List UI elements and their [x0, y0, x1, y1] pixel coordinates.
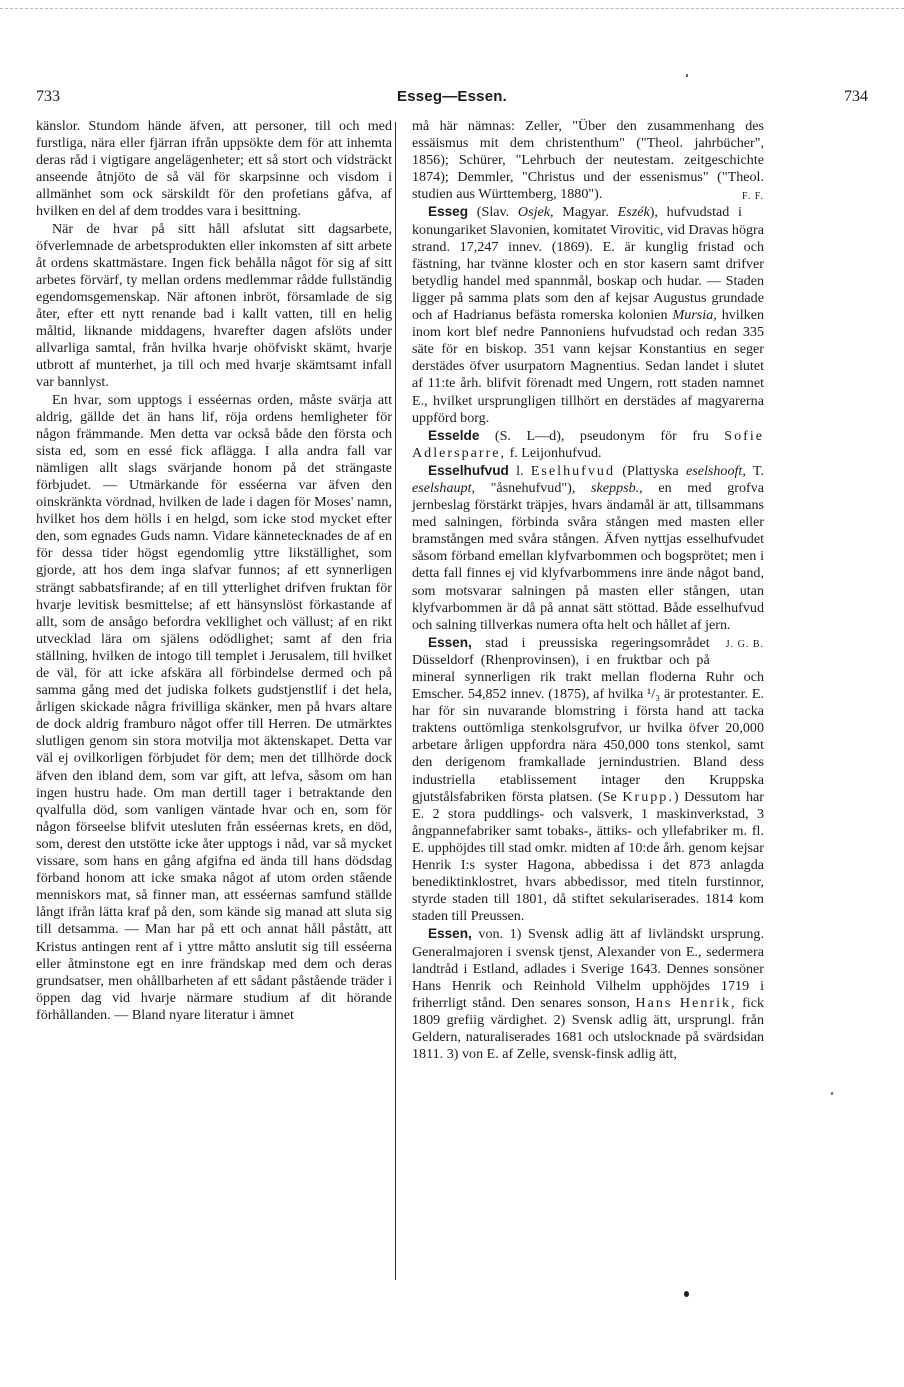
headword-essen: Essen,	[428, 634, 472, 650]
page-number-right: 734	[844, 88, 868, 105]
paragraph: När de hvar på sitt håll afslutat sitt dagsarbete, öfverlemnade de arbetsprodukten eller inkomsten af sitt arbete åt ordens skattmästare. Ingen fick behålla något för sig af sitt arbetes förvärf, ty mellan ordens medlemmar rådde fullständig egendomsgemenskap. När aftonen inbröt, församlade de sig åter, efter ett nytt renande bad i kallt vatten, till en helig måltid, liknande middagens, hvarefter dagen afslöts under allvarliga samtal, från hvilka hvarje ohöfviskt skämt, hvarje utbrott af munterhet, ja till och med hvarje skämtsamt infall var bannlyst.	[36, 220, 392, 391]
spaced-name: Krupp.	[622, 788, 674, 805]
literature-paragraph	[412, 118, 764, 203]
entry-text: Magyar.	[553, 204, 618, 221]
page-number-left: 733	[36, 88, 60, 105]
entry-esseg	[412, 203, 764, 426]
italic-term: eselshaupt,	[412, 479, 476, 496]
entry-esselde	[412, 427, 764, 462]
entry-text: (Plattyska	[615, 462, 686, 479]
running-title: Esseg—Essen.	[397, 88, 507, 105]
entry-text: fick 1809 grefiig värdighet. 2) Svensk adlig ätt, ursprungl. från Geldern, naturaliserades 1681 och utslocknade på svärdsidan 1811. 3) von E. af Zelle, svensk-finsk adlig ätt,	[412, 994, 765, 1063]
column-divider	[395, 122, 396, 1280]
paragraph: En hvar, som upptogs i esséernas orden, måste svärja att aldrig, gällde det än hans lif, röja ordens hemligheter för någon främmande. Men detta var också både den första och sista ed, som en essé fick aflägga. I alla andra fall var nämligen allt slags svärjande honom på det strängaste förbjudet. — Utmärkande för esséerna var äfven den oinskränkta vördnad, hvilken de lade i dagen för Moses' namn, hvilket hos dem hölls i en helgd, som icke stod mycket efter den, som egnades Guds namn. Vidare kännetecknades de af en för dessa tider högst egendomlig yttre likställighet, som gjorde, att hos dem inga slafvar funnos; af ett synnerligen strängt sabbatsfirande; af en till ytterlighet drifven fruktan för hvarje levitisk besmittelse; af ett hänsynslöst förkastande af allt, som de ansågo befordra vekllighet och vällust; af en rikt utvecklad lära om själens odödlighet; samt af den fria ställning, hvilken de intogo till templet i Jerusalem, till hvilket de väl, för att icke afskära all förbindelse dermed och på samma gång med det judiska folkets gudstjenstlif i det hela, årligen skickade några frivilliga skänker, men på hvars altare de dock aldrig framburo något offer till Herren. De utmärktes slutligen genom sin stora motvilja mot äktenskapet. Detta var väl ej ovilkorligen förbjudet för dem; men det tillhörde dock äfven den ibland dem, som var gift, att lefva, såsom om han ingen hustru hade. Om man dertill tager i betraktande den qvalfulla död, som vanligen väntade hvar och en, som för någon förseelse blifvit utesluten från esséernas krets, en död, som, derest den utstötte icke åter upptogs i nåd, var så mycket vissare, som hans en gång afgifna ed ända till hans dödsdag förband honom att icke smaka något af utom orden stående menniskors mat, så finner man, att esséernas samfund ställde långt ifrån lätta kraf på den, som kände sig manad att sluta sig till detsamma. — Man har på ett och annat håll påstått, att Kristus antingen rent af i yttre måtto anslutit sig till esséerna eller åtminstone egt en inre frändskap med dem och deras grundsatser, men ohållbarheten af ett sådant påstående träder i öppen dag vid hvarje närmare studium af dit hörande förhållanden. — Bland nyare literatur i ämnet	[36, 391, 392, 1023]
entry-text: von. 1) Svensk adlig ätt af livländskt ursprung. Generalmajoren i svensk tjenst, Alexander von E., sedermera landtråd i Estland, adlades i Sverige 1643. Dennes sonsöner Hans Henrik och Reinhold Vilhelm upphöjdes 1719 i friherrligt stånd. Den senares sonson,	[412, 926, 764, 1011]
italic-term: Eszék	[617, 204, 650, 221]
headword-esselhufvud: Esselhufvud	[428, 462, 509, 478]
entry-text: stad i preussiska regeringsområdet Düsseldorf (Rhenprovinsen), i en fruktbar och på mineral synnerligen rik trakt mellan floderna Ruhr och Emscher. 54,852 innev. (1875), af hvilka	[412, 634, 764, 703]
left-column	[36, 118, 392, 1024]
italic-term: Osjek,	[517, 204, 554, 221]
entry-text: är protestanter. E. har för sin nuvarande blomstring i första hand att tacka traktens outtömliga stenkolsgrufvor, ur hvilka öfver 20,000 arbetare årligen uppfordra nära 450,000 tons stenkol, samt den derigenom framkallade jernindustrien. Bland dess industriella etablissement intager den Kruppska gjutstålsfabriken första platsen. (Se	[412, 686, 764, 805]
entry-essen	[412, 634, 764, 926]
entry-text: l.	[508, 462, 531, 479]
italic-term: Mursia,	[672, 307, 717, 324]
ink-dot	[684, 1291, 689, 1297]
spaced-name: Hans Henrik,	[635, 994, 737, 1011]
headword-esselde: Esselde	[428, 427, 480, 443]
entry-essen-von	[412, 925, 764, 1063]
spaced-name: Eselhufvud	[530, 462, 616, 479]
ink-speck	[686, 74, 688, 77]
fraction: ¹/₃	[647, 686, 661, 703]
author-signature: J. G. B.	[725, 638, 764, 650]
author-signature: F. F.	[741, 191, 764, 203]
ink-speck	[830, 1092, 833, 1096]
literature-text: må här nämnas: Zeller, "Über den zusammenhang des essäismus mit dem christenthum" ("Theol. jahrbücher", 1856); Schürer, "Lehrbuch der neutestam. zeitgeschichte 1874); Demmler, "Christus und der essenismus" ("Theol. studien aus Württemberg, 1880").	[412, 118, 764, 203]
entry-text: hvilken inom kort blef nedre Pannoniens hufvudstad och redan 335 säte för en biskop. 351 vann kejsar Konstantius en seger derstädes öfver usurpatorn Magnentius. Sedan landet i slutet af 11:te årh. blifvit förenadt med Ungern, rott staden namnet E., hvilket ursprungligen tillhört en derstädes af magyarerna uppförd borg.	[412, 307, 764, 426]
entry-text: en med grofva jernbeslag förstärkt träpjes, hvars ändamål är att, tillsammans med salningen, förbinda svåra stången med masten eller bramstången med svåra stången. Äfven nyttjas esselhufvudet såsom förband emellan klyfvarbommen och bogsprötet; men i detta fall finnes ej vid klyfvarbommens inre ände något band, som motsvarar salningen på masten eller stången, utan klyfvarbommen är då på annat sätt stöttad. Både esselhufvud och salning tillverkas numera ofta helt och hållet af jern.	[412, 479, 764, 633]
entry-text: T.	[745, 462, 764, 479]
entry-text: (S. L—d), pseudonym för fru	[479, 427, 725, 444]
italic-term: skeppsb.,	[591, 479, 643, 496]
paragraph: känslor. Stundom hände äfven, att personer, till och med furstliga, nära eller fjärran ifrån uppsökte dem för att inhemta deras råd i vigtigare angelägenheter; ett så stort och vidsträckt anseende åtnjöto de så väl för skarpsinne och visdom i allmänhet som ock särskildt för den profetians gåfva, af hvilken en del af dem troddes vara i besittning.	[36, 118, 392, 220]
italic-term: eselshooft,	[685, 462, 746, 479]
entry-text: ) Dessutom har E. 2 stora puddlings- och valsverk, 1 maskinverkstad, 3 ångpannefabriker samt tobaks-, ättiks- och yllefabriker m. fl. E. upphöjdes till stad omkr. midten af 10:de årh. genom kejsar Henrik I:s syster Hagona, abbedissa i det 873 anlagda benediktinklostret, hvars abbedissor, med titeln furstinnor, styrde staden till 1801, då stiftet sekulariserades. 1814 kom staden till Preussen.	[412, 788, 764, 925]
entry-text: f. Leijonhufvud.	[506, 444, 602, 461]
right-column	[412, 118, 764, 1063]
entry-text: ), hufvudstad i konungariket Slavonien, komitatet Virovitic, vid Dravas högra strand. 17,247 innev. (1869). E. är kunglig fristad och fästning, har tvänne kloster och en stor kasern samt drifver betydlig handel med spannmål, boskap och hudar. — Staden ligger på samma plats som den af kejsar Augustus grundade och af Hadrianus befästa romerska kolonien	[412, 204, 764, 324]
scan-top-rule	[0, 8, 904, 9]
entry-text: (Slav.	[468, 204, 518, 221]
headword-esseg: Esseg	[428, 204, 469, 220]
headword-essen-von: Essen,	[428, 926, 472, 942]
entry-text: "åsnehufvud"),	[475, 479, 592, 496]
page-header	[36, 88, 868, 112]
spaced-name: Sofie Adlersparre,	[412, 427, 764, 461]
